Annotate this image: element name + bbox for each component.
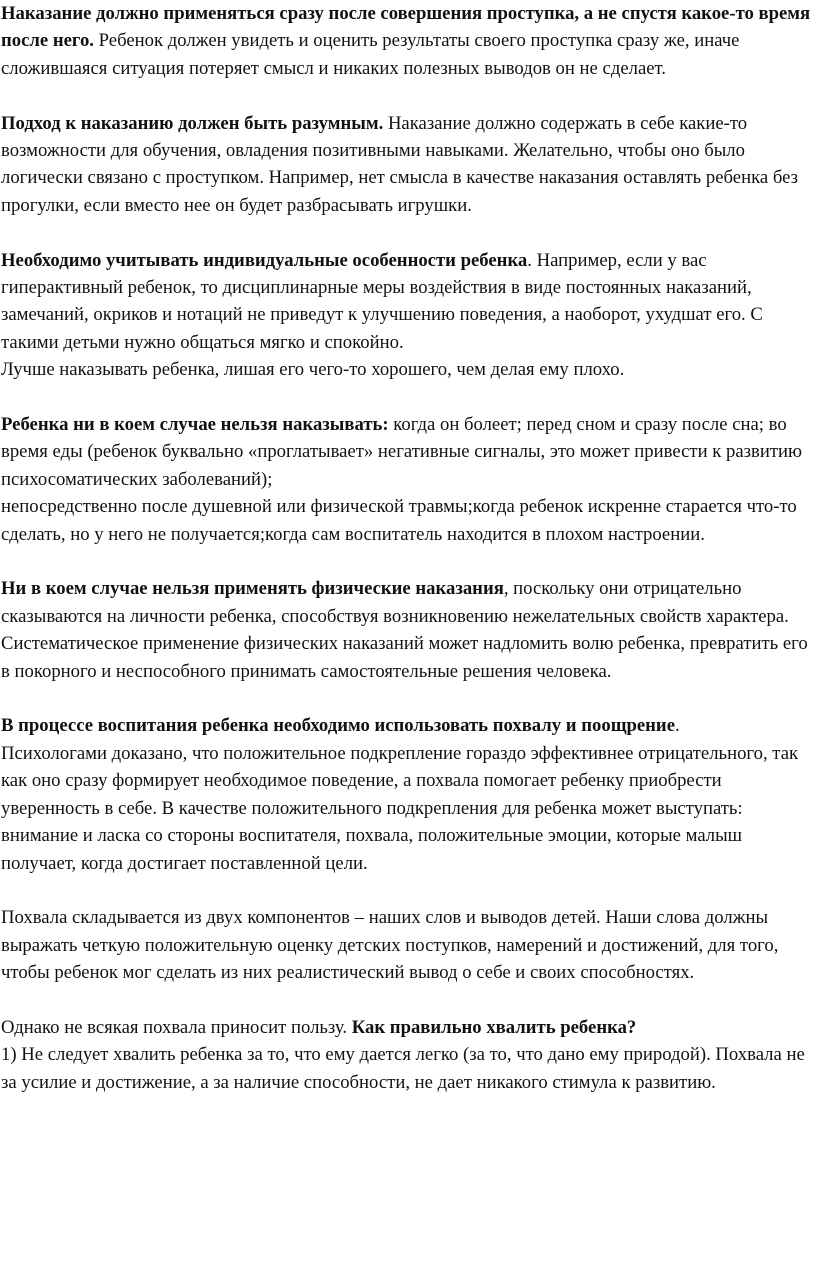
paragraph-praise-components <box>1 904 816 986</box>
paragraph-individual-features <box>1 247 816 384</box>
paragraph-text: . <box>675 715 680 737</box>
paragraph-how-to-praise <box>1 1014 816 1096</box>
paragraph-praise-and-reward <box>1 712 816 876</box>
paragraph-line: Психологами доказано, что положительное подкрепление гораздо эффективнее отрицательного, так как оно сразу формирует необходимое поведение, а похвала помогает ребенку приобрести уверенность в себе. В качестве положительного подкрепления для ребенка может выступать: внимание и ласка со стороны воспитателя, похвала, положительные эмоции, которые малыш получает, когда достигает поставленной цели. <box>1 742 799 874</box>
paragraph-text: Наказание должно содержать в себе какие-то возможности для обучения, овладения позитивными навыками. Желательно, чтобы оно было логически связано с проступком. Например, нет смысла в качестве наказания оставлять ребенка без прогулки, если вместо нее он будет разбрасывать игрушки. <box>1 112 799 216</box>
paragraph-when-not-to-punish <box>1 411 816 548</box>
paragraph-text: Похвала складывается из двух компонентов – наших слов и выводов детей. Наши слова должны выражать четкую положительную оценку детских поступков, намерений и достижений, для того, чтобы ребенок мог сделать из них реалистический вывод о себе и своих способностях. <box>1 907 779 984</box>
paragraph-reasonable-approach <box>1 110 816 220</box>
paragraph-line: непосредственно после душевной или физической травмы;когда ребенок искренне старается что-то сделать, но у него не получается;когда сам воспитатель находится в плохом настроении. <box>1 496 797 545</box>
paragraph-heading: Ребенка ни в коем случае нельзя наказывать: <box>1 414 389 436</box>
paragraph-text: . Например, если у вас гиперактивный ребенок, то дисциплинарные меры воздействия в виде постоянных наказаний, замечаний, окриков и нотаций не приведут к улучшению поведения, а наоборот, ухудшат его. С такими детьми нужно общаться мягко и спокойно. <box>1 249 763 353</box>
paragraph-heading: Ни в коем случае нельзя применять физические наказания <box>1 578 504 600</box>
paragraph-no-physical-punishment <box>1 575 816 685</box>
paragraph-heading: Подход к наказанию должен быть разумным. <box>1 112 384 134</box>
paragraph-punishment-timing <box>1 0 816 82</box>
paragraph-heading: Необходимо учитывать индивидуальные особенности ребенка <box>1 249 528 271</box>
paragraph-heading: Как правильно хвалить ребенка? <box>351 1016 637 1038</box>
paragraph-text: когда он болеет; перед сном и сразу после сна; во время еды (ребенок буквально «проглатывает» негативные сигналы, это может привести к развитию психосоматических заболеваний); <box>1 414 802 490</box>
paragraph-text: , поскольку они отрицательно сказываются на личности ребенка, способствуя возникновению нежелательных свойств характера. Систематическое применение физических наказаний может надломить волю ребенка, превратить его в покорного и неспособного принимать самостоятельные решения человека. <box>1 578 808 682</box>
paragraph-heading: Наказание должно применяться сразу после совершения проступка, а не спустя какое-то время после него. <box>1 3 811 52</box>
paragraph-text: Однако не всякая похвала приносит пользу. <box>1 1016 352 1038</box>
paragraph-heading: В процессе воспитания ребенка необходимо использовать похвалу и поощрение <box>1 715 675 737</box>
paragraph-line: 1) Не следует хвалить ребенка за то, что ему дается легко (за то, что дано ему природой). Похвала не за усилие и достижение, а за наличие способности, не дает никакого стимула к развитию. <box>1 1044 805 1093</box>
paragraph-line: Лучше наказывать ребенка, лишая его чего-то хорошего, чем делая ему плохо. <box>1 359 625 381</box>
paragraph-text: Ребенок должен увидеть и оценить результаты своего проступка сразу же, иначе сложившаяся ситуация потеряет смысл и никаких полезных выводов он не сделает. <box>1 30 740 79</box>
document-page <box>1 0 816 1096</box>
